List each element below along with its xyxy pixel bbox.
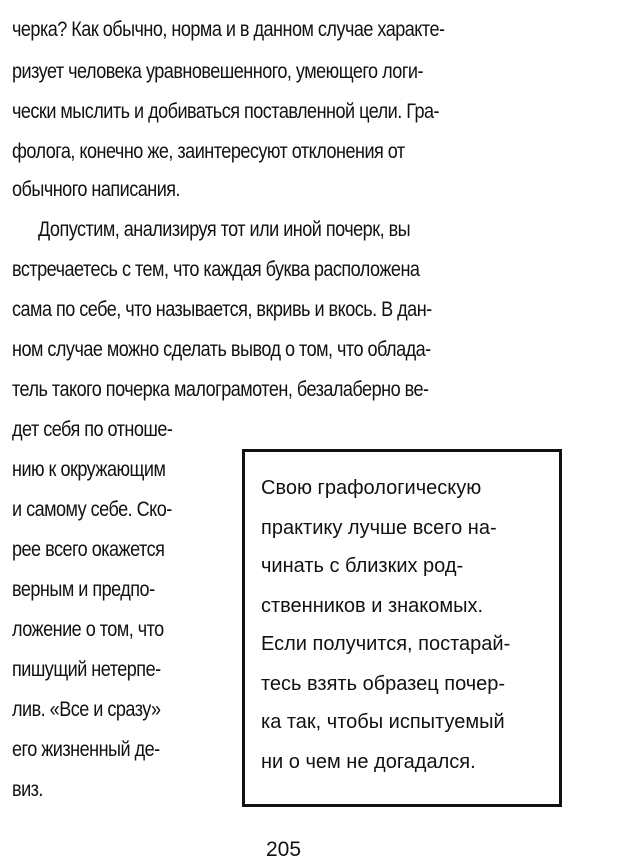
sidebar-line: тесь взять образец почер- — [261, 673, 506, 695]
text-line: верным и предпо- — [12, 578, 155, 601]
text-line: нию к окружающим — [12, 458, 166, 481]
text-line: лив. «Все и сразу» — [12, 698, 161, 721]
sidebar-line: чинать с близких род- — [261, 555, 464, 577]
text-line: пишущий нетерпе- — [12, 658, 161, 681]
text-line: чески мыслить и добиваться поставленной цели. Гра- — [12, 100, 440, 123]
page-number: 205 — [266, 838, 302, 861]
text-line: рее всего окажется — [12, 538, 165, 561]
text-line: и самому себе. Ско- — [12, 498, 172, 521]
sidebar-line: Свою графологическую — [261, 477, 482, 499]
text-line: сама по себе, что называется, вкривь и вкось. В дан- — [12, 298, 432, 321]
sidebar-line: ка так, чтобы испытуемый — [261, 711, 505, 733]
text-line: ном случае можно сделать вывод о том, что облада- — [12, 338, 431, 361]
sidebar-line: ственников и знакомых. — [261, 595, 484, 617]
text-line: ложение о том, что — [12, 618, 164, 641]
text-line: Допустим, анализируя тот или иной почерк, вы — [38, 218, 411, 241]
text-line: дет себя по отноше- — [12, 418, 173, 441]
text-line: черка? Как обычно, норма и в данном случае характе- — [12, 18, 445, 41]
sidebar-line: Если получится, постарай- — [261, 633, 511, 655]
text-line: обычного написания. — [12, 178, 181, 201]
text-line: тель такого почерка малограмотен, безалаберно ве- — [12, 378, 429, 401]
text-line: виз. — [12, 778, 43, 801]
text-line: ризует человека уравновешенного, умеющего логи- — [12, 60, 423, 83]
text-line: его жизненный де- — [12, 738, 160, 761]
text-line: встречаетесь с тем, что каждая буква расположена — [12, 258, 420, 281]
sidebar-line: практику лучше всего на- — [261, 517, 497, 539]
sidebar-line: ни о чем не догадался. — [261, 751, 476, 773]
sidebar-note-box — [242, 449, 562, 807]
text-line: фолога, конечно же, заинтересуют отклонения от — [12, 140, 405, 163]
